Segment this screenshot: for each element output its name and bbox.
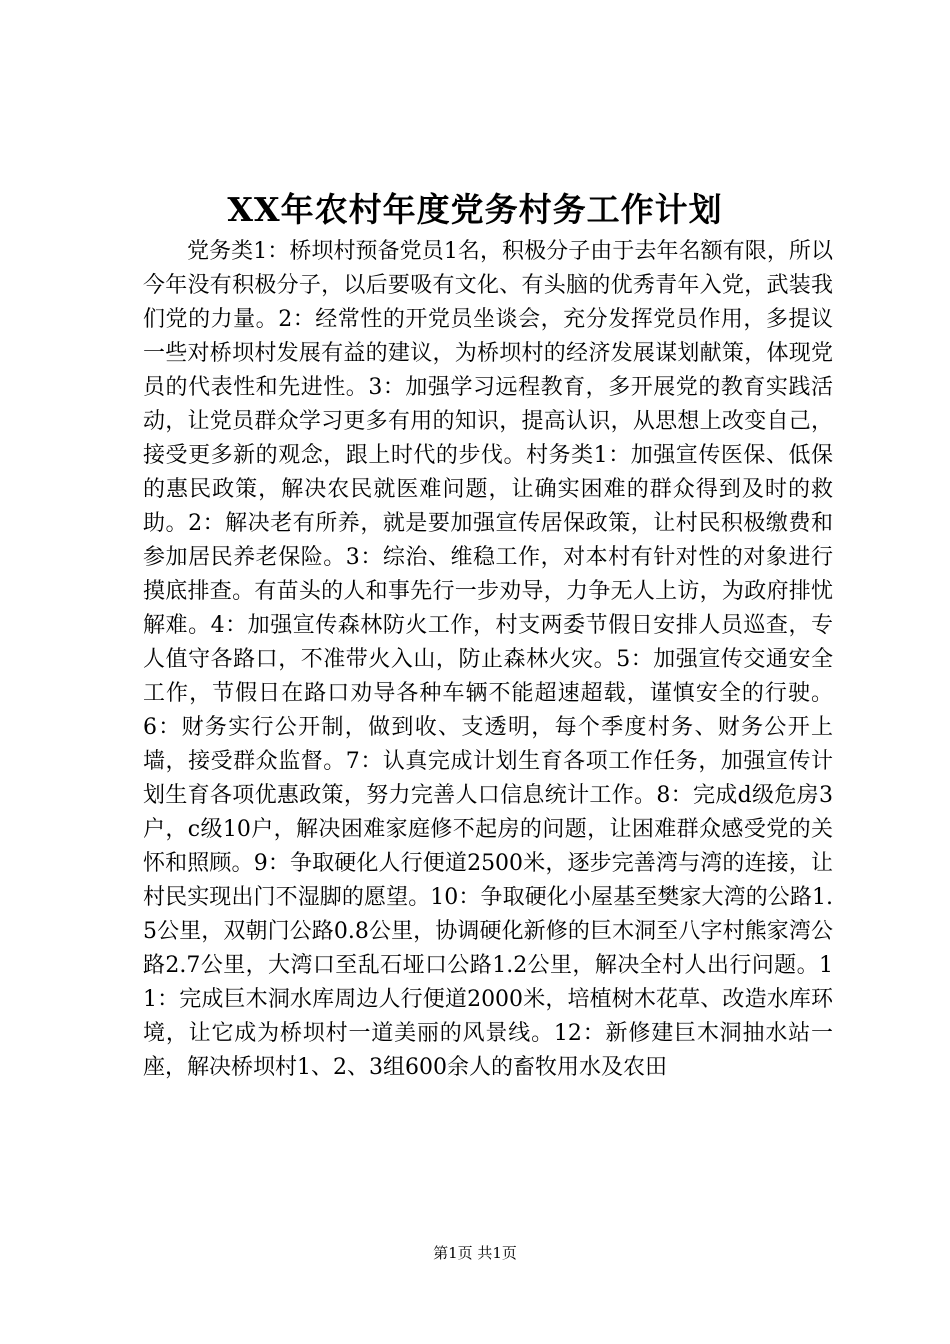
page-footer: 第1页 共1页 xyxy=(433,1244,517,1262)
document-body-paragraph: 党务类1：桥坝村预备党员1名，积极分子由于去年名额有限，所以今年没有积极分子，以后要吸有文化、有头脑的优秀青年入党，武装我们党的力量。2：经常性的开党员坐谈会，充分发挥党员作用，多提议一些对桥坝村发展有益的建议，为桥坝村的经济发展谋划献策，体现党员的代表性和先进性。3：加强学习远程教育，多开展党的教育实践活动，让党员群众学习更多有用的知识，提高认识，从思想上改变自己，接受更多新的观念，跟上时代的步伐。村务类1：加强宣传医保、低保的惠民政策，解决农民就医难问题，让确实困难的群众得到及时的救助。2：解决老有所养，就是要加强宣传居保政策，让村民积极缴费和参加居民养老保险。3：综治、维稳工作，对本村有针对性的对象进行摸底排查。有苗头的人和事先行一步劝导，力争无人上访，为政府排忧解难。4：加强宣传森林防火工作，村支两委节假日安排人员巡查，专人值守各路口，不准带火入山，防止森林火灾。5：加强宣传交通安全工作，节假日在路口劝导各种车辆不能超速超载，谨慎安全的行驶。6：财务实行公开制，做到收、支透明，每个季度村务、财务公开上墙，接受群众监督。7：认真完成计划生育各项工作任务，加强宣传计划生育各项优惠政策，努力完善人口信息统计工作。8：完成d级危房3户，c级10户，解决困难家庭修不起房的问题，让困难群众感受党的关怀和照顾。9：争取硬化人行便道2500米，逐步完善湾与湾的连接，让村民实现出门不湿脚的愿望。10：争取硬化小屋基至樊家大湾的公路1.5公里，双朝门公路0.8公里，协调硬化新修的巨木洞至八字村熊家湾公路2.7公里，大湾口至乱石垭口公路1.2公里，解决全村人出行问题。11：完成巨木洞水库周边人行便道2000米，培植树木花草、改造水库环境，让它成为桥坝村一道美丽的风景线。12：新修建巨木洞抽水站一座，解决桥坝村1、2、3组600余人的畜牧用水及农田 xyxy=(143,239,833,1080)
document-title: XX年农村年度党务村务工作计划 xyxy=(227,190,723,229)
